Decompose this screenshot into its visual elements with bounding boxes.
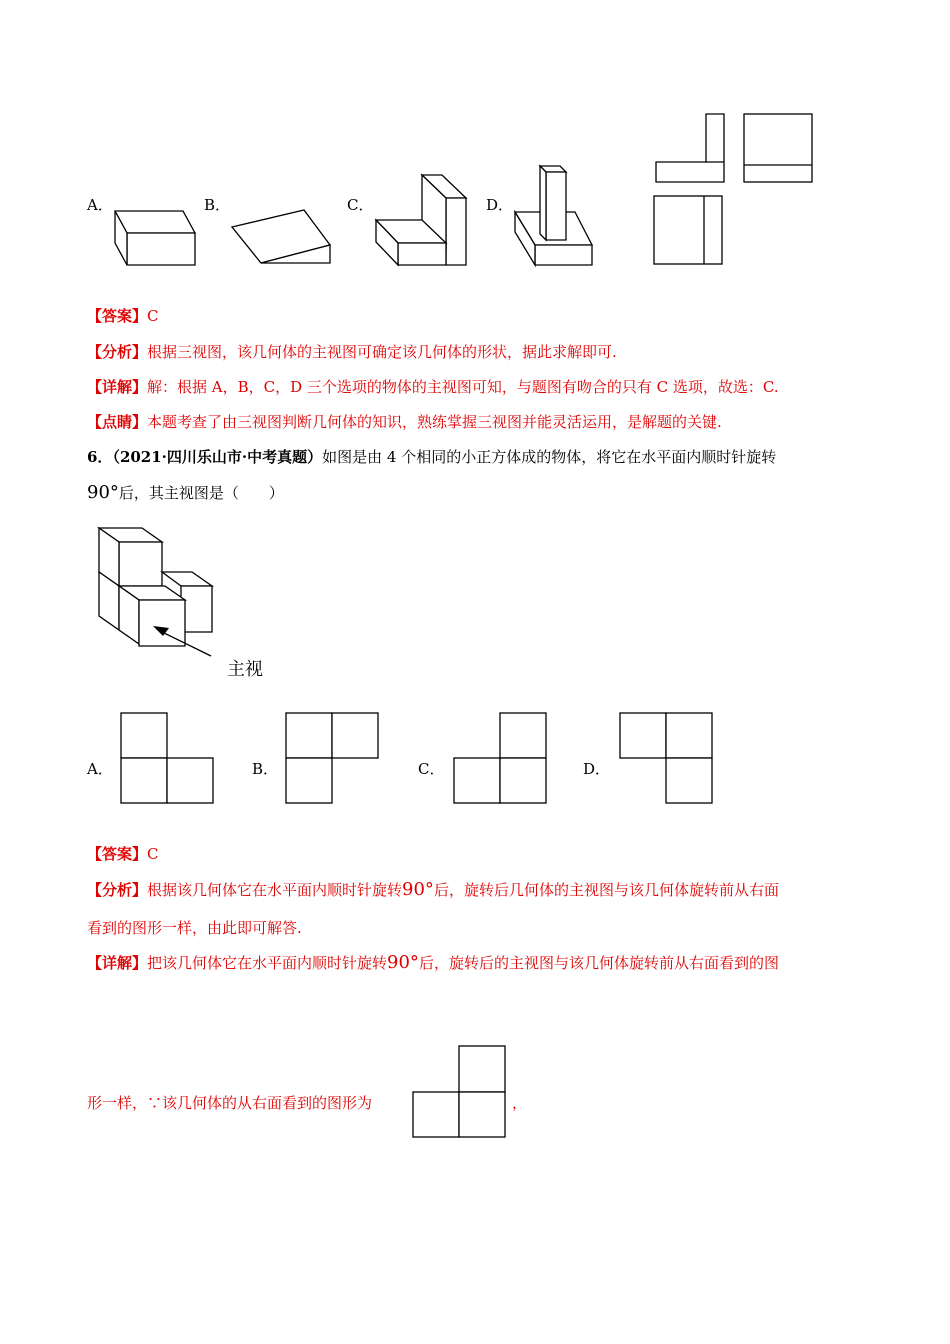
q6-option-d-figure (619, 712, 714, 807)
detail-tag: 【详解】 (87, 954, 148, 972)
q6-option-a-label: A． (87, 760, 113, 778)
analysis-tag: 【分析】 (87, 343, 148, 361)
q6-analysis-line2: 看到的图形一样，由此即可解答. (87, 919, 302, 937)
detail-text-a: 把该几何体它在水平面内顺时针旋转 (147, 954, 388, 972)
answer-value: C (147, 307, 159, 325)
detail-text-b: 后，旋转后的主视图与该几何体旋转前从右面看到的图 (418, 954, 779, 972)
q6-right-view-figure (411, 1045, 508, 1140)
q5-option-d-label: D． (486, 196, 514, 214)
q5-comment-line (87, 412, 722, 432)
question-stem-1: 如图是由 4 个相同的小正方体成的物体，将它在水平面内顺时针旋转 (322, 448, 777, 466)
analysis-text: 根据三视图，该几何体的主视图可确定该几何体的形状，据此求解即可. (147, 343, 617, 361)
q6-analysis-line1 (87, 880, 779, 900)
q5-detail-line (87, 377, 779, 397)
analysis-text-a: 根据该几何体它在水平面内顺时针旋转 (147, 881, 403, 899)
q6-stem-line2 (87, 483, 284, 503)
analysis-tag: 【分析】 (87, 881, 148, 899)
comment-text: 本题考查了由三视图判断几何体的知识，熟练掌握三视图并能灵活运用，是解题的关键. (147, 413, 722, 431)
q6-detail-line1 (87, 953, 779, 973)
analysis-degree: 90° (402, 879, 434, 900)
q5-analysis-line (87, 342, 617, 362)
q6-option-b-figure (285, 712, 380, 807)
q5-three-view-drawing (650, 110, 820, 275)
q6-option-a-figure (120, 712, 215, 807)
q6-stem-line1 (87, 447, 776, 467)
q5-option-a-figure (110, 205, 200, 270)
q6-option-c-figure (453, 712, 548, 807)
q6-detail-line2: 形一样，∵该几何体的从右面看到的图形为 (87, 1094, 373, 1112)
q6-answer-line (87, 844, 159, 864)
detail-text: 解：根据 A，B，C，D 三个选项的物体的主视图可知，与题图有吻合的只有 C 选项，故选：C. (147, 378, 779, 396)
q5-option-c-label: C． (347, 196, 374, 214)
degree-value: 90° (87, 482, 119, 503)
q5-option-d-figure (510, 160, 605, 270)
q6-option-b-label: B． (252, 760, 279, 778)
answer-value: C (147, 845, 159, 863)
question-stem-2: 后，其主视图是（ ） (118, 484, 284, 502)
answer-tag: 【答案】 (87, 845, 148, 863)
q6-option-d-label: D． (583, 760, 611, 778)
q5-option-b-label: B． (204, 196, 231, 214)
q5-option-b-figure (228, 205, 338, 270)
question-number: 6． (87, 448, 113, 466)
q6-option-c-label: C． (418, 760, 445, 778)
answer-tag: 【答案】 (87, 307, 148, 325)
question-source: （2021·四川乐山市·中考真题） (112, 448, 323, 466)
detail-tag: 【详解】 (87, 378, 148, 396)
q5-option-c-figure (370, 170, 480, 270)
analysis-text-b: 后，旋转后几何体的主视图与该几何体旋转前从右面 (433, 881, 779, 899)
comment-tag: 【点睛】 (87, 413, 148, 431)
q6-detail-line2-end: ， (512, 1094, 528, 1112)
figure-label: 主视 (227, 659, 263, 680)
q5-answer-line (87, 306, 159, 326)
q5-option-a-label: A． (87, 196, 113, 214)
detail-degree: 90° (387, 952, 419, 973)
